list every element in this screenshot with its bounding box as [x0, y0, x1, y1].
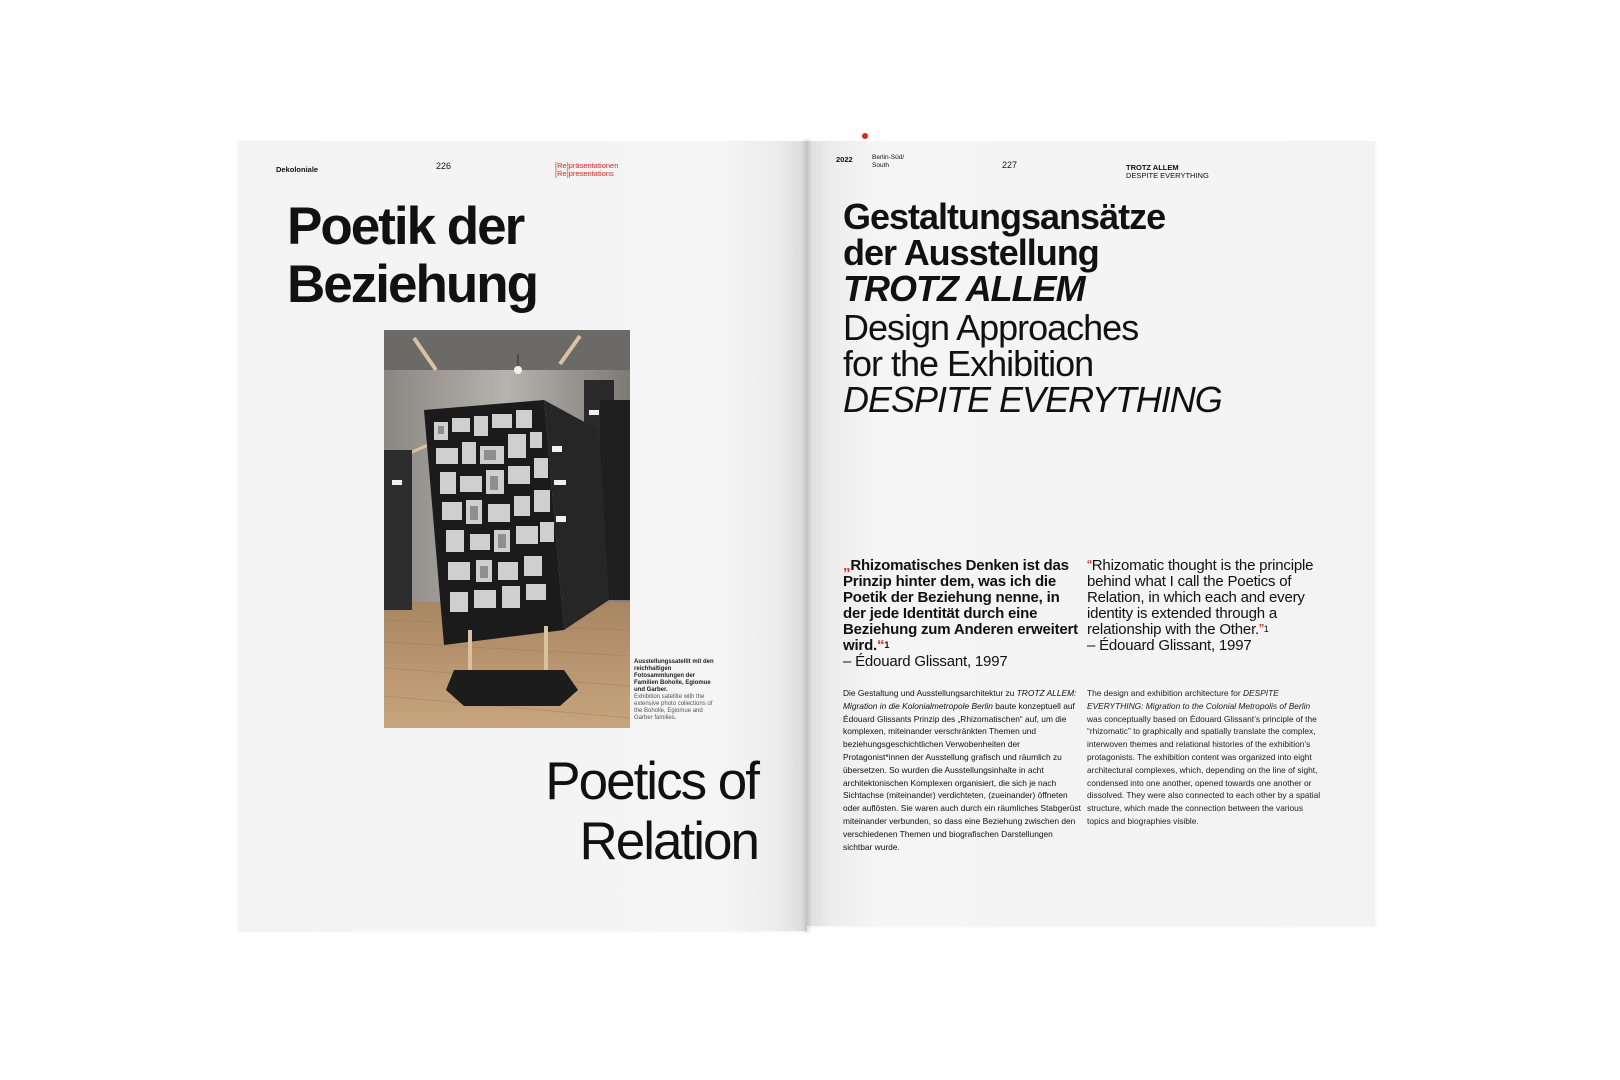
- caption-en: Exhibition satellite with the extensive photo collections of the Boholle, Egiomue and Garber families.: [634, 694, 713, 721]
- title-de-italic: TROTZ ALLEM: [843, 268, 1085, 309]
- title-line: Poetik der: [287, 197, 524, 256]
- body-intro: Die Gestaltung und Ausstellungsarchitektur zu: [843, 688, 1017, 698]
- quote-text: Rhizomatic thought is the principle behind what I call the Poetics of Relation, in which each and every identity is extended through a relationship with the Other.: [1087, 557, 1314, 638]
- location-line-2: South: [872, 162, 889, 169]
- body-italic: DESPITE EVERYTHING: Migration to the Colonial Metropolis of Berlin: [1087, 688, 1311, 711]
- body-rest: baute konzeptuell auf Édouard Glissants Prinzip des „Rhizomatischen“ auf, um die komplexen, miteinander verschränkten Themen und beziehungsgeschichtlichen Verwobenheiten der Protagonist*innen der Ausstellung grafisch und räumlich zu übersetzen. So wurden die Ausstellungsinhalte in acht architektonischen Komplexen organisiert, die sich je nach Sichtachse (miteinander) verdichteten, (zueinander) öffneten oder auflösten. Sie waren auch durch ein räumliches Stabgerüst miteinander verbunden, so dass eine Beziehung zwischen den verschiedenen Themen und biografischen Darstellungen sichtbar wurde.: [843, 700, 1081, 852]
- year-label: 2022: [836, 155, 853, 164]
- body-text-en: [1087, 687, 1327, 828]
- quote-close-mark: ”: [1259, 621, 1264, 638]
- body-italic: TROTZ ALLEM: Migration in die Kolonialmetropole Berlin: [843, 688, 1077, 711]
- title-line: Relation: [579, 812, 758, 871]
- section-en-right: DESPITE EVERYTHING: [1126, 171, 1209, 180]
- location-line-1: Berlin-Süd/: [872, 154, 905, 161]
- caption-de: Ausstellungssatellit mit den reichhaltigen Fotosammlungen der Familien Boholle, Egiomue und Garber.: [634, 659, 714, 693]
- title-en-line-1: Design Approaches: [843, 307, 1139, 348]
- pull-quote-en: [1087, 558, 1337, 654]
- page-title-en: [545, 752, 758, 872]
- page-number-right: 227: [1002, 160, 1018, 170]
- title-en-italic: DESPITE EVERYTHING: [843, 379, 1222, 420]
- section-en-left: [Re]presentations: [555, 169, 614, 178]
- book-gutter: [802, 139, 812, 933]
- section-de-left: [Re]präsentationen: [555, 161, 619, 170]
- body-rest: was conceptually based on Édouard Glissant’s principle of the “rhizomatic” to graphically and spatially translate the complex, interwoven themes and relational histories of the exhibition’s protagonists. The exhibition content was organized into eight architectural complexes, which, depending on the line of sight, condensed into one another, opened towards one another or dissolved. They were also connected to each other by a spatial structure, which made the connection between the various topics and biographies visible.: [1087, 713, 1321, 826]
- footnote-marker: 1: [1263, 624, 1269, 634]
- quote-open-mark: „: [843, 557, 851, 574]
- title-line: Poetics of: [545, 752, 758, 811]
- page-title-de: [287, 198, 537, 314]
- title-de-line-1: Gestaltungsansätze: [843, 196, 1166, 237]
- footnote-marker: 1: [884, 640, 890, 650]
- body-text-de: [843, 687, 1083, 853]
- ribbon-marker: [862, 133, 868, 139]
- quote-author: – Édouard Glissant, 1997: [1087, 637, 1252, 654]
- section-de-right: TROTZ ALLEM: [1126, 163, 1179, 172]
- quote-text: Rhizomatisches Denken ist das Prinzip hinter dem, was ich die Poetik der Beziehung nenne, in der jede Identität durch eine Beziehung zum Anderen erweitert wird.: [843, 557, 1078, 654]
- quote-open-mark: “: [1087, 557, 1092, 574]
- running-head-left: Dekoloniale: [276, 165, 319, 174]
- photo-caption: [634, 659, 714, 722]
- body-intro: The design and exhibition architecture for: [1087, 688, 1243, 698]
- title-de-line-2: der Ausstellung: [843, 232, 1099, 273]
- pull-quote-de: [843, 558, 1083, 670]
- page-number-left: 226: [436, 161, 452, 171]
- quote-close-mark: “: [877, 637, 885, 654]
- title-en-line-2: for the Exhibition: [843, 343, 1094, 384]
- article-title: [843, 196, 1222, 420]
- title-line: Beziehung: [287, 255, 537, 314]
- exhibition-photo: [384, 330, 630, 728]
- quote-author: – Édouard Glissant, 1997: [843, 653, 1008, 670]
